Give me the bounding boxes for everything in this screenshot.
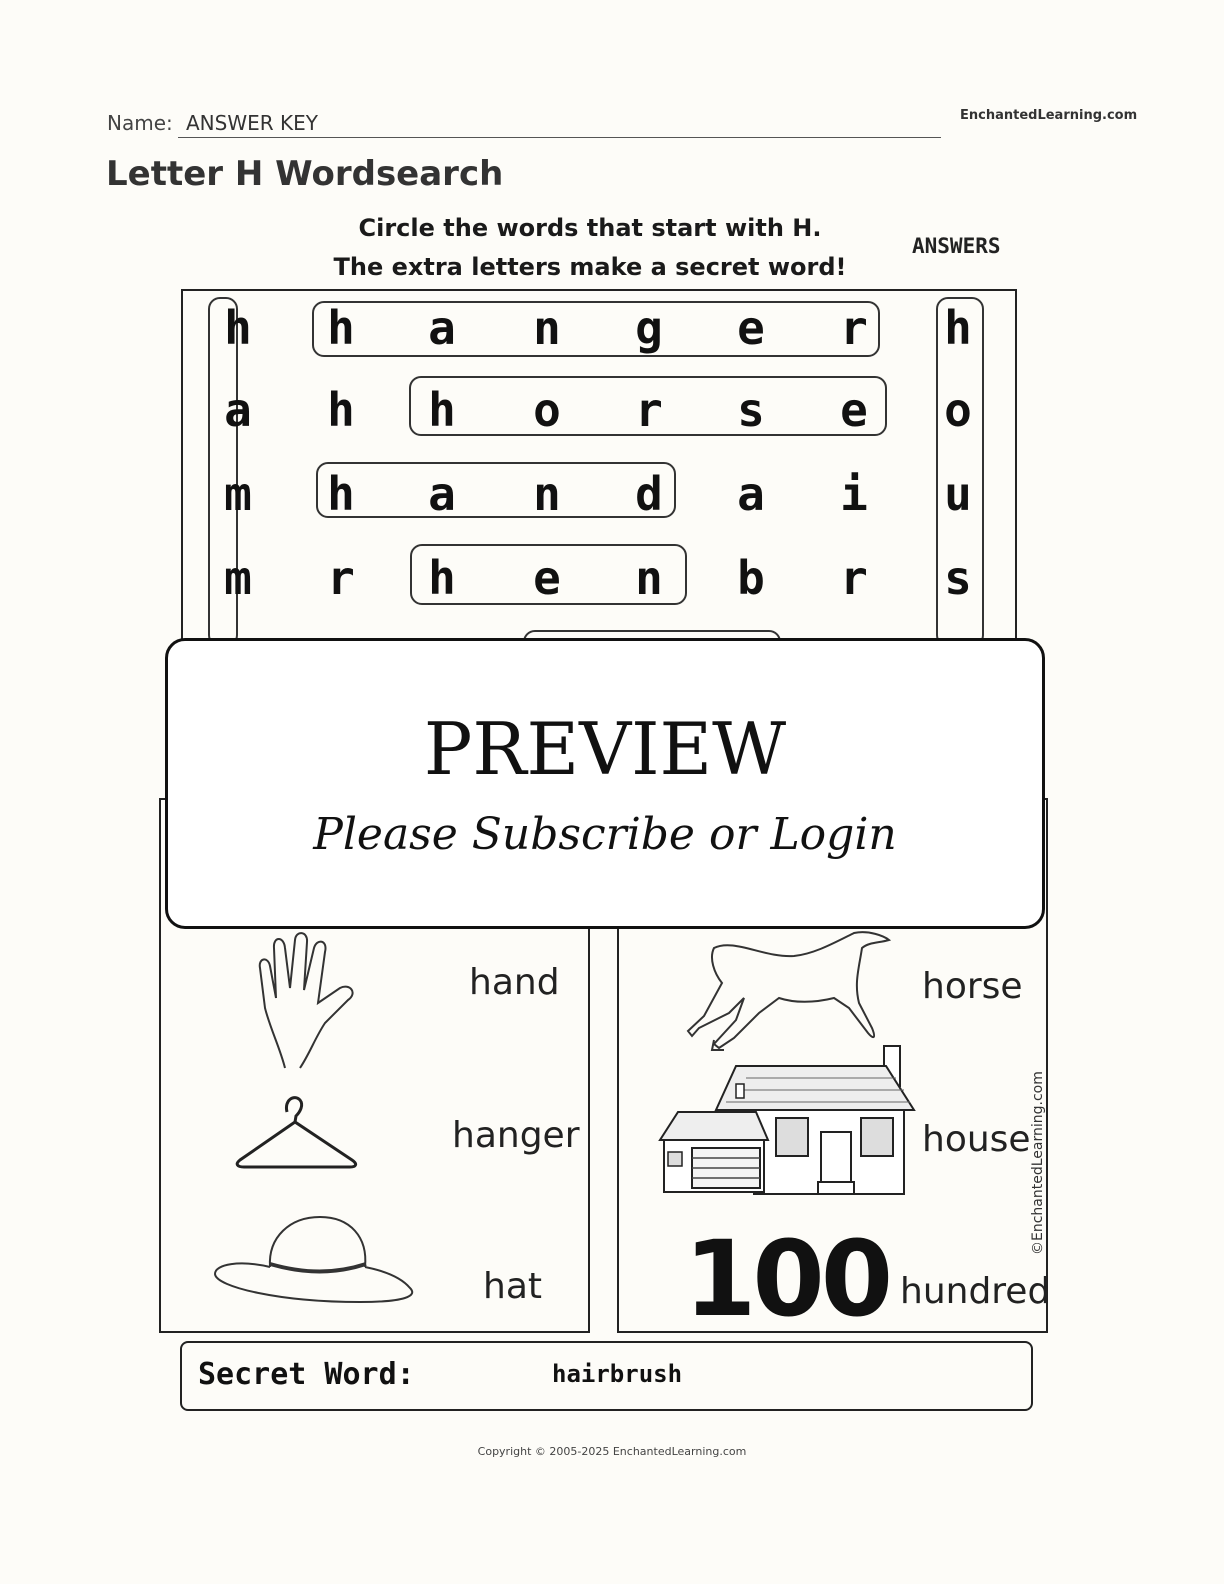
name-label: Name: [107,111,173,135]
name-underline [178,137,941,138]
preview-overlay[interactable] [165,638,1045,929]
grid-letter: e [737,301,765,355]
grid-letter: e [840,383,868,437]
answers-label: ANSWERS [912,234,1001,258]
brand-label: EnchantedLearning.com [960,108,1138,123]
grid-letter: h [428,383,456,437]
word-house: house [922,1119,1031,1160]
grid-letter: a [737,467,765,521]
number-100-icon: 100 [684,1218,890,1340]
secret-word-value: hairbrush [552,1360,683,1388]
house-icon [656,1044,916,1208]
copyright: Copyright © 2005-2025 EnchantedLearning.com [477,1445,747,1458]
grid-letter: r [840,551,868,605]
grid-letter: h [944,301,972,355]
word-hand: hand [469,962,560,1003]
word-circle-hanger [312,301,880,357]
secret-word-label: Secret Word: [198,1357,415,1392]
grid-letter: h [428,551,456,605]
preview-subtitle[interactable]: Please Subscribe or Login [313,809,897,860]
grid-letter: a [224,383,252,437]
hand-icon [240,928,370,1077]
grid-letter: u [944,467,972,521]
grid-letter: a [428,467,456,521]
grid-letter: s [944,551,972,605]
wordsearch-grid [181,289,1017,669]
name-value: ANSWER KEY [186,111,318,135]
grid-letter: i [840,467,868,521]
grid-letter: m [224,467,252,521]
word-hanger: hanger [452,1115,580,1156]
grid-letter: n [635,551,663,605]
grid-letter: m [224,551,252,605]
grid-letter: r [327,551,355,605]
grid-letter: h [224,301,252,355]
vertical-credit: ©EnchantedLearning.com [1030,1071,1046,1255]
preview-title: PREVIEW [423,707,787,791]
grid-letter: o [944,383,972,437]
hat-icon [210,1212,420,1311]
instruction-line-1: Circle the words that start with H. [358,214,822,242]
instruction-line-2: The extra letters make a secret word! [333,253,847,281]
word-horse: horse [922,966,1023,1007]
grid-letter: s [737,383,765,437]
grid-letter: a [428,301,456,355]
grid-letter: r [840,301,868,355]
grid-letter: d [635,467,663,521]
word-hundred: hundred [900,1271,1051,1312]
grid-letter: n [533,467,561,521]
hanger-icon [232,1092,362,1176]
grid-letter: h [327,301,355,355]
grid-letter: e [533,551,561,605]
grid-letter: b [737,551,765,605]
grid-letter: n [533,301,561,355]
horse-icon [684,928,894,1057]
grid-letter: h [327,383,355,437]
word-hat: hat [483,1266,542,1307]
grid-letter: o [533,383,561,437]
grid-letter: r [635,383,663,437]
page-title: Letter H Wordsearch [106,154,504,194]
grid-letter: h [327,467,355,521]
grid-letter: g [635,301,663,355]
